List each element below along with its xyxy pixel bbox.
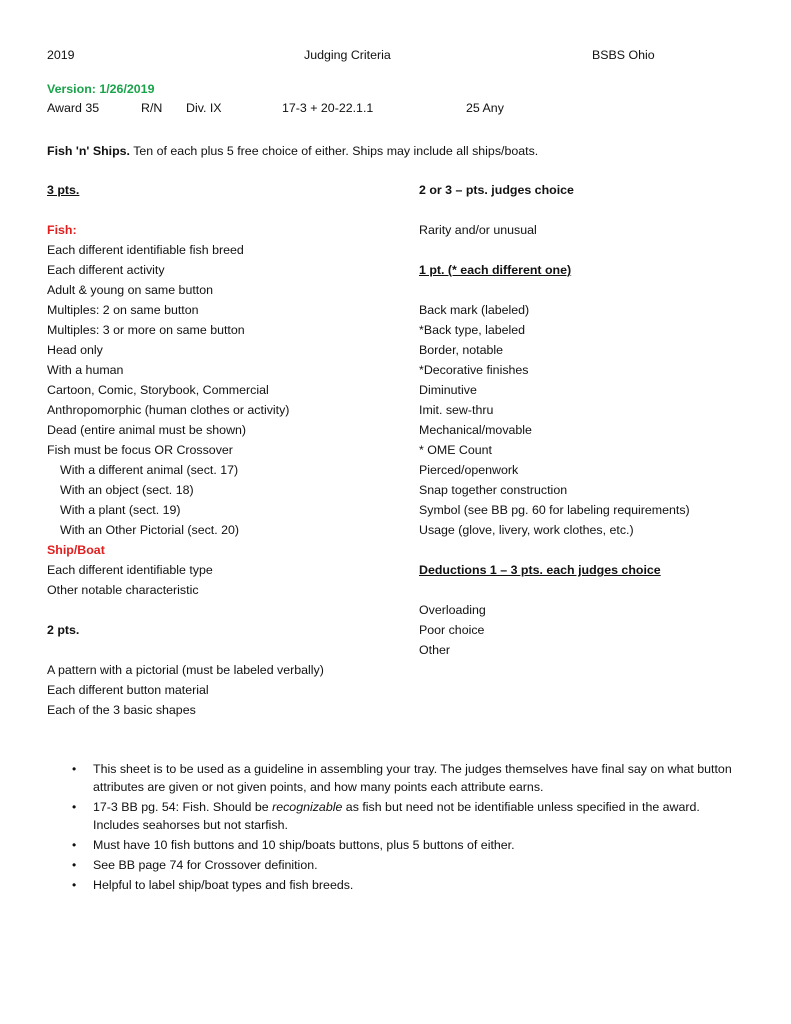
version-label: Version: 1/26/2019 bbox=[47, 82, 155, 96]
deductions-item: Other bbox=[419, 643, 450, 657]
pts3-heading: 3 pts. bbox=[47, 183, 80, 197]
deductions-item: Overloading bbox=[419, 603, 486, 617]
pt1-item: Border, notable bbox=[419, 343, 504, 357]
pt1-item: *Decorative finishes bbox=[419, 363, 529, 377]
fish-item: Each different identifiable fish breed bbox=[47, 243, 244, 257]
crossover-item: With a different animal (sect. 17) bbox=[60, 463, 239, 477]
note-item bbox=[72, 798, 742, 834]
fish-item: Each different activity bbox=[47, 263, 165, 277]
pts2-heading: 2 pts. bbox=[47, 623, 80, 637]
note-item bbox=[72, 836, 742, 854]
note-text: This sheet is to be used as a guideline in assembling your tray. The judges themselves have final say on what button attributes are given or not given points, and how many points each attribute earns. bbox=[93, 762, 732, 794]
note-text-italic: recognizable bbox=[272, 800, 343, 814]
ship-heading: Ship/Boat bbox=[47, 543, 105, 557]
intro-title: Fish 'n' Ships. bbox=[47, 144, 130, 158]
crossover-item: With an Other Pictorial (sect. 20) bbox=[60, 523, 240, 537]
bullet-icon: • bbox=[72, 762, 77, 776]
ship-item: Other notable characteristic bbox=[47, 583, 199, 597]
header-org: BSBS Ohio bbox=[592, 48, 655, 62]
pt1-item: Symbol (see BB pg. 60 for labeling requirements) bbox=[419, 503, 690, 517]
pt1-item: Mechanical/movable bbox=[419, 423, 532, 437]
pt1-item: Snap together construction bbox=[419, 483, 568, 497]
bullet-icon: • bbox=[72, 800, 77, 814]
fish-item: Multiples: 3 or more on same button bbox=[47, 323, 245, 337]
note-text: Must have 10 fish buttons and 10 ship/boats buttons, plus 5 buttons of either. bbox=[93, 838, 515, 852]
intro-line bbox=[47, 141, 538, 161]
award-rn: R/N bbox=[141, 101, 163, 115]
note-text-part: as fish but need not be identifiable unless specified in the award. Includes seahorses but not starfish. bbox=[93, 800, 700, 832]
intro-text: Ten of each plus 5 free choice of either. Ships may include all ships/boats. bbox=[130, 144, 539, 158]
award-division: Div. IX bbox=[186, 101, 222, 115]
note-item bbox=[72, 856, 742, 874]
crossover-item: With a plant (sect. 19) bbox=[60, 503, 181, 517]
deductions-heading: Deductions 1 – 3 pts. each judges choice bbox=[419, 563, 661, 577]
pt1-item: Pierced/openwork bbox=[419, 463, 519, 477]
judges-choice-heading: 2 or 3 – pts. judges choice bbox=[419, 183, 574, 197]
notes-list bbox=[72, 760, 742, 896]
header-title: Judging Criteria bbox=[304, 48, 391, 62]
note-text: See BB page 74 for Crossover definition. bbox=[93, 858, 318, 872]
note-text-part: 17-3 BB pg. 54: Fish. Should be bbox=[93, 800, 273, 814]
fish-item: Cartoon, Comic, Storybook, Commercial bbox=[47, 383, 269, 397]
pts2-item: Each of the 3 basic shapes bbox=[47, 703, 196, 717]
header-year: 2019 bbox=[47, 48, 75, 62]
pt1-item: *Back type, labeled bbox=[419, 323, 526, 337]
pt1-item: * OME Count bbox=[419, 443, 492, 457]
note-text: Helpful to label ship/boat types and fish breeds. bbox=[93, 878, 354, 892]
pt1-item: Imit. sew-thru bbox=[419, 403, 494, 417]
pts2-item: A pattern with a pictorial (must be labeled verbally) bbox=[47, 663, 324, 677]
pt1-heading: 1 pt. (* each different one) bbox=[419, 263, 572, 277]
pt1-item: Usage (glove, livery, work clothes, etc.) bbox=[419, 523, 634, 537]
judges-choice-item: Rarity and/or unusual bbox=[419, 223, 537, 237]
fish-item: Adult & young on same button bbox=[47, 283, 214, 297]
fish-item: Head only bbox=[47, 343, 103, 357]
fish-item: With a human bbox=[47, 363, 124, 377]
fish-item: Anthropomorphic (human clothes or activity) bbox=[47, 403, 290, 417]
bullet-icon: • bbox=[72, 858, 77, 872]
award-count: 25 Any bbox=[466, 101, 504, 115]
award-sections: 17-3 + 20-22.1.1 bbox=[282, 101, 374, 115]
left-column bbox=[47, 180, 407, 720]
ship-item: Each different identifiable type bbox=[47, 563, 213, 577]
fish-item: Multiples: 2 on same button bbox=[47, 303, 199, 317]
bullet-icon: • bbox=[72, 878, 77, 892]
pt1-item: Diminutive bbox=[419, 383, 477, 397]
right-column bbox=[419, 180, 759, 660]
note-item bbox=[72, 760, 742, 796]
award-number: Award 35 bbox=[47, 101, 100, 115]
crossover-item: With an object (sect. 18) bbox=[60, 483, 194, 497]
deductions-item: Poor choice bbox=[419, 623, 485, 637]
pt1-item: Back mark (labeled) bbox=[419, 303, 530, 317]
pts2-item: Each different button material bbox=[47, 683, 209, 697]
fish-item: Fish must be focus OR Crossover bbox=[47, 443, 233, 457]
fish-heading: Fish: bbox=[47, 223, 77, 237]
bullet-icon: • bbox=[72, 838, 77, 852]
fish-item: Dead (entire animal must be shown) bbox=[47, 423, 247, 437]
note-item bbox=[72, 876, 742, 894]
